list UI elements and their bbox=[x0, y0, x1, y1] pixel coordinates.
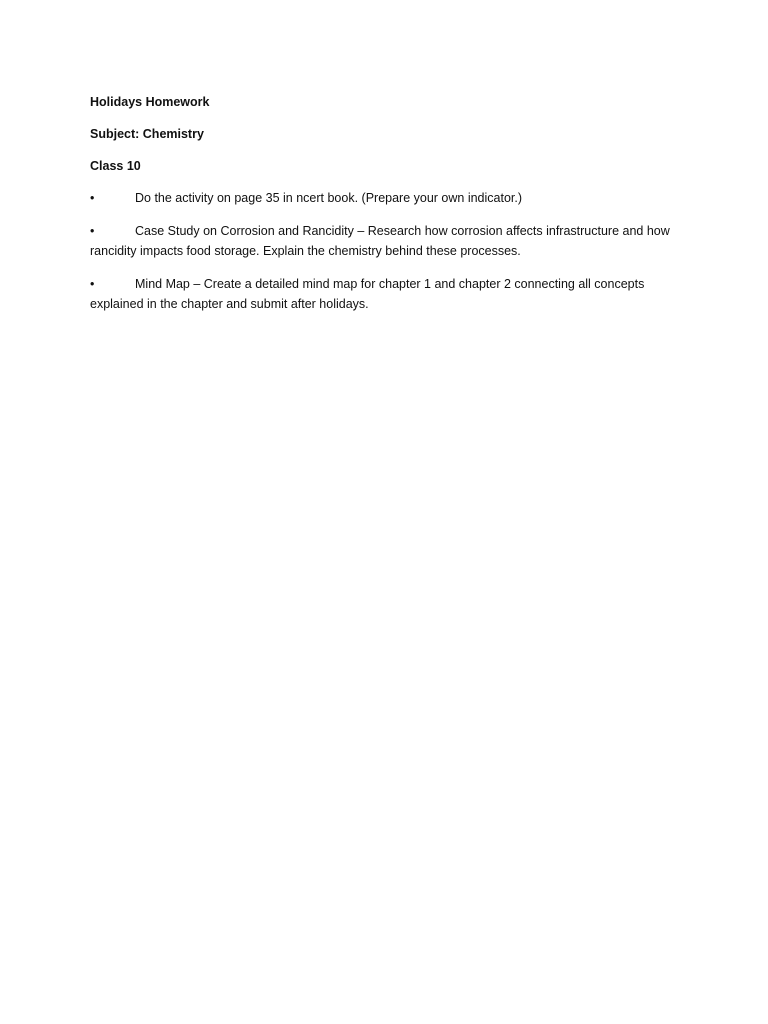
document-title: Holidays Homework bbox=[90, 95, 210, 109]
bullet-icon: • bbox=[90, 224, 95, 238]
list-item bbox=[90, 221, 690, 261]
bullet-icon: • bbox=[90, 191, 95, 205]
document-body bbox=[90, 92, 690, 327]
list-item bbox=[90, 274, 690, 314]
list-item-text: Mind Map – Create a detailed mind map for chapter 1 and chapter 2 connecting all concepts explained in the chapter and submit after holidays. bbox=[90, 277, 645, 311]
bullet-icon: • bbox=[90, 277, 95, 291]
list-item bbox=[90, 188, 690, 208]
list-item-text: Do the activity on page 35 in ncert book. (Prepare your own indicator.) bbox=[135, 191, 523, 205]
homework-list bbox=[90, 188, 690, 314]
class-line: Class 10 bbox=[90, 159, 141, 173]
list-item-text: Case Study on Corrosion and Rancidity – Research how corrosion affects infrastructure and how rancidity impacts food storage. Explain the chemistry behind these processes. bbox=[90, 224, 670, 258]
subject-line: Subject: Chemistry bbox=[90, 127, 204, 141]
